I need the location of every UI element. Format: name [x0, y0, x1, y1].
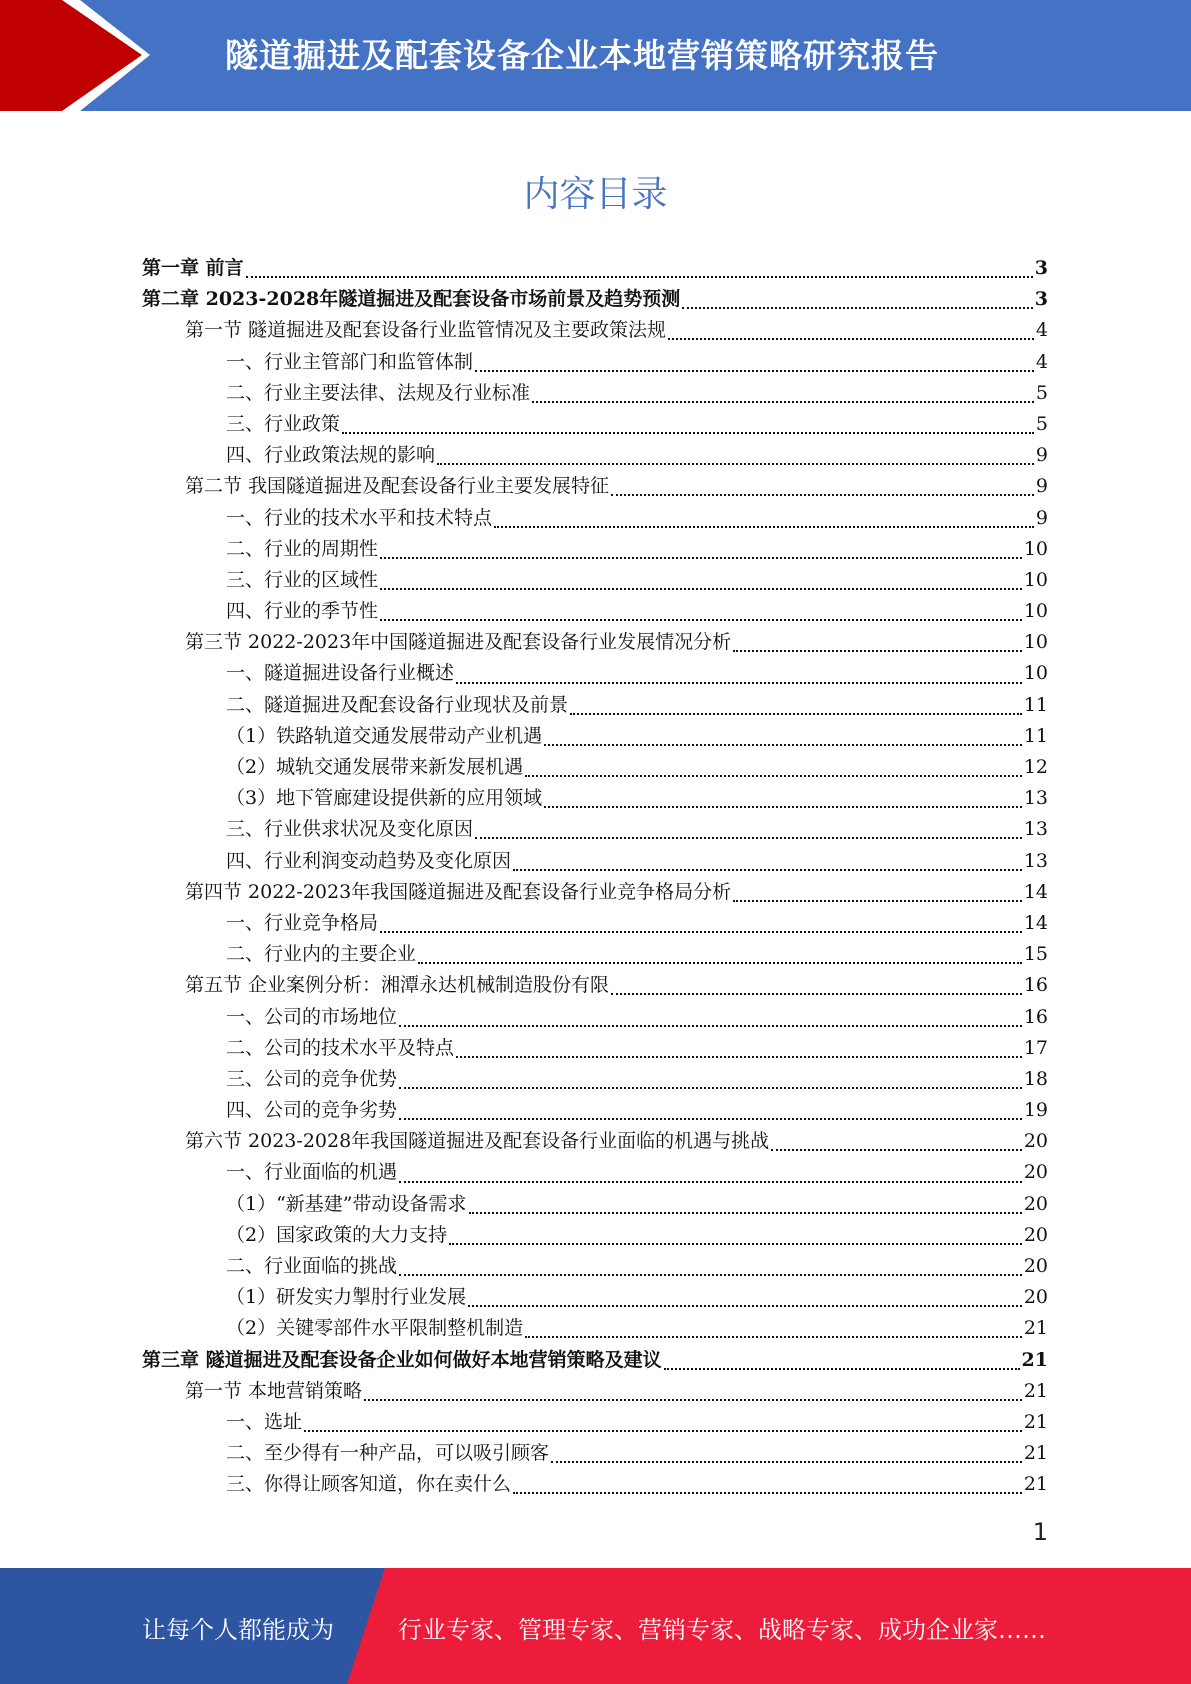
toc-dot-leader: [380, 556, 1022, 559]
toc-entry-label: 一、行业面临的机遇: [226, 1161, 398, 1184]
toc-entry-page: 20: [1023, 1192, 1048, 1215]
toc-entry-label: （1）研发实力掣肘行业发展: [226, 1286, 467, 1309]
toc-entry-label: 三、行业供求状况及变化原因: [226, 818, 474, 841]
toc-dot-leader: [399, 1180, 1022, 1183]
toc-dot-leader: [611, 493, 1034, 496]
toc-dot-leader: [399, 1024, 1022, 1027]
toc-entry[interactable]: [142, 565, 1048, 596]
toc-dot-leader: [437, 462, 1034, 465]
footer-slogan-left: 让每个人都能成为: [142, 1616, 334, 1644]
toc-dot-leader: [380, 587, 1022, 590]
toc-entry-page: 20: [1023, 1130, 1048, 1153]
toc-entry[interactable]: [142, 1407, 1048, 1438]
toc-entry-label: 三、公司的竞争优势: [226, 1067, 398, 1090]
toc-dot-leader: [733, 899, 1022, 902]
toc-dot-leader: [733, 649, 1022, 652]
toc-dot-leader: [570, 712, 1022, 715]
toc-entry[interactable]: [142, 1189, 1048, 1220]
toc-entry-label: （2）城轨交通发展带来新发展机遇: [226, 756, 524, 778]
toc-entry[interactable]: [142, 658, 1048, 689]
header-arrow-icon: [0, 0, 160, 111]
toc-entry-label: 一、行业的技术水平和技术特点: [226, 506, 493, 529]
toc-entry-page: 21: [1023, 1473, 1048, 1496]
toc-entry-label: （3）地下管廊建设提供新的应用领域: [226, 787, 543, 810]
toc-entry-page: 5: [1035, 381, 1048, 404]
toc-entry[interactable]: [142, 1157, 1048, 1188]
toc-entry-label: 二、至少得有一种产品，可以吸引顾客: [226, 1442, 550, 1465]
toc-entry[interactable]: [142, 1002, 1048, 1033]
toc-dot-leader: [364, 1398, 1022, 1401]
toc-entry-label: 二、行业内的主要企业: [226, 943, 417, 966]
toc-entry-label: 四、行业利润变动趋势及变化原因: [226, 849, 512, 872]
toc-entry-page: 20: [1023, 1286, 1048, 1309]
toc-dot-leader: [513, 1491, 1022, 1494]
toc-dot-leader: [449, 1242, 1022, 1245]
toc-dot-leader: [380, 930, 1022, 933]
toc-entry-label: 第三章 隧道掘进及配套设备企业如何做好本地营销策略及建议: [142, 1348, 662, 1371]
table-of-contents: [142, 253, 1048, 1501]
toc-dot-leader: [525, 774, 1022, 777]
toc-dot-leader: [551, 1460, 1022, 1463]
toc-entry-page: 4: [1035, 350, 1048, 373]
toc-entry-label: 四、行业政策法规的影响: [226, 444, 436, 467]
toc-entry-page: 11: [1023, 693, 1048, 716]
toc-entry[interactable]: [142, 877, 1048, 908]
toc-entry[interactable]: [142, 1095, 1048, 1126]
toc-dot-leader: [668, 337, 1034, 340]
toc-dot-leader: [304, 1429, 1022, 1432]
toc-dot-leader: [513, 868, 1022, 871]
toc-dot-leader: [525, 1335, 1022, 1338]
toc-entry-label: 第五节 企业案例分析：湘潭永达机械制造股份有限: [185, 974, 610, 997]
toc-entry-label: （2）国家政策的大力支持: [226, 1223, 448, 1246]
toc-entry-label: 四、行业的季节性: [226, 600, 379, 623]
toc-entry-label: 四、公司的竞争劣势: [226, 1099, 398, 1122]
toc-dot-leader: [682, 306, 1033, 309]
toc-entry-page: 19: [1023, 1099, 1048, 1122]
toc-dot-leader: [399, 1117, 1022, 1120]
toc-entry-label: 一、行业竞争格局: [226, 911, 379, 934]
toc-entry-label: 第三节 2022-2023年中国隧道掘进及配套设备行业发展情况分析: [185, 631, 732, 654]
toc-entry[interactable]: [142, 1438, 1048, 1469]
toc-entry[interactable]: [142, 1313, 1048, 1344]
toc-entry-page: 3: [1034, 257, 1048, 279]
toc-entry-page: 16: [1023, 974, 1048, 997]
toc-dot-leader: [544, 805, 1022, 808]
toc-entry-page: 18: [1023, 1067, 1048, 1090]
toc-entry[interactable]: [142, 1064, 1048, 1095]
toc-dot-leader: [456, 1055, 1022, 1058]
toc-entry-label: （2）关键零部件水平限制整机制造: [226, 1317, 524, 1340]
toc-entry-page: 10: [1023, 568, 1048, 591]
toc-entry-label: 第四节 2022-2023年我国隧道掘进及配套设备行业竞争格局分析: [185, 880, 732, 903]
page-number: 1: [1032, 1518, 1048, 1546]
toc-entry-page: 4: [1035, 319, 1048, 342]
toc-entry-page: 21: [1023, 1442, 1048, 1465]
toc-entry[interactable]: [142, 315, 1048, 346]
toc-entry-page: 21: [1021, 1348, 1048, 1371]
toc-entry[interactable]: [142, 440, 1048, 471]
toc-entry-page: 15: [1023, 943, 1048, 966]
toc-entry-page: 13: [1023, 787, 1048, 810]
toc-entry-page: 9: [1035, 475, 1048, 498]
toc-entry-page: 13: [1023, 818, 1048, 841]
toc-entry-label: 第二节 我国隧道掘进及配套设备行业主要发展特征: [185, 475, 610, 498]
toc-entry-label: 第六节 2023-2028年我国隧道掘进及配套设备行业面临的机遇与挑战: [185, 1130, 770, 1153]
toc-dot-leader: [418, 961, 1022, 964]
toc-entry[interactable]: [142, 347, 1048, 378]
toc-entry-page: 12: [1023, 756, 1048, 778]
toc-dot-leader: [544, 743, 1022, 746]
toc-dot-leader: [246, 275, 1033, 278]
toc-dot-leader: [475, 369, 1034, 372]
toc-dot-leader: [532, 400, 1034, 403]
toc-dot-leader: [494, 525, 1034, 528]
toc-entry-page: 10: [1023, 600, 1048, 623]
toc-dot-leader: [475, 836, 1022, 839]
toc-entry-label: 二、行业主要法律、法规及行业标准: [226, 381, 531, 404]
toc-entry-page: 20: [1023, 1255, 1048, 1277]
toc-dot-leader: [611, 992, 1022, 995]
toc-entry[interactable]: [142, 783, 1048, 814]
toc-entry-page: 10: [1023, 662, 1048, 685]
toc-entry-label: 二、行业面临的挑战: [226, 1255, 398, 1277]
toc-entry-label: 三、行业政策: [226, 412, 341, 435]
toc-entry-page: 16: [1023, 1005, 1048, 1028]
toc-entry[interactable]: [142, 721, 1048, 752]
toc-entry-page: 11: [1023, 724, 1048, 747]
toc-entry-label: 第一节 本地营销策略: [185, 1379, 363, 1402]
toc-entry[interactable]: [142, 970, 1048, 1001]
toc-entry-page: 13: [1023, 849, 1048, 872]
toc-entry-page: 21: [1023, 1410, 1048, 1433]
toc-entry-page: 9: [1035, 444, 1048, 467]
page-footer: [0, 1568, 1191, 1684]
toc-entry-page: 21: [1023, 1317, 1048, 1340]
toc-entry-page: 3: [1034, 288, 1048, 311]
toc-entry-label: 一、选址: [226, 1410, 303, 1433]
footer-slogan-right: 行业专家、管理专家、营销专家、战略专家、成功企业家……: [398, 1616, 1046, 1644]
toc-dot-leader: [771, 1148, 1022, 1151]
toc-entry[interactable]: [142, 284, 1048, 315]
toc-entry[interactable]: [142, 690, 1048, 721]
toc-entry-page: 14: [1023, 880, 1048, 903]
toc-entry-label: 一、行业主管部门和监管体制: [226, 350, 474, 373]
toc-dot-leader: [380, 618, 1022, 621]
toc-entry-page: 20: [1023, 1223, 1048, 1246]
toc-dot-leader: [399, 1086, 1022, 1089]
toc-entry[interactable]: [142, 1282, 1048, 1313]
toc-title: 内容目录: [523, 174, 668, 215]
toc-dot-leader: [342, 431, 1034, 434]
toc-entry-page: 5: [1035, 412, 1048, 435]
toc-entry-label: 二、隧道掘进及配套设备行业现状及前景: [226, 693, 569, 716]
toc-entry[interactable]: [142, 1469, 1048, 1500]
toc-entry-label: 一、隧道掘进设备行业概述: [226, 662, 455, 685]
toc-entry[interactable]: [142, 1376, 1048, 1407]
toc-dot-leader: [469, 1211, 1022, 1214]
page-header: [0, 0, 1191, 111]
toc-entry-label: 二、行业的周期性: [226, 537, 379, 560]
toc-entry[interactable]: [142, 814, 1048, 845]
toc-entry-page: 9: [1035, 506, 1048, 529]
toc-entry[interactable]: [142, 908, 1048, 939]
toc-entry-label: （1）“新基建”带动设备需求: [226, 1192, 467, 1215]
toc-entry-label: 第一节 隧道掘进及配套设备行业监管情况及主要政策法规: [185, 319, 667, 342]
toc-entry-page: 10: [1023, 631, 1048, 654]
toc-entry[interactable]: [142, 627, 1048, 658]
toc-entry[interactable]: [142, 1033, 1048, 1064]
toc-dot-leader: [399, 1273, 1022, 1276]
toc-entry-page: 14: [1023, 911, 1048, 934]
toc-entry-page: 17: [1023, 1036, 1048, 1059]
toc-entry[interactable]: [142, 503, 1048, 534]
toc-entry-page: 21: [1023, 1379, 1048, 1402]
toc-entry[interactable]: [142, 1220, 1048, 1251]
toc-dot-leader: [664, 1367, 1020, 1370]
toc-dot-leader: [468, 1304, 1022, 1307]
toc-entry[interactable]: [142, 1126, 1048, 1157]
toc-entry[interactable]: [142, 1345, 1048, 1376]
toc-entry[interactable]: [142, 1251, 1048, 1282]
toc-dot-leader: [456, 681, 1022, 684]
toc-entry[interactable]: [142, 253, 1048, 284]
toc-entry-page: 10: [1023, 537, 1048, 560]
toc-entry-label: 三、行业的区域性: [226, 568, 379, 591]
header-title: 隧道掘进及配套设备企业本地营销策略研究报告: [225, 36, 939, 75]
toc-entry-label: 一、公司的市场地位: [226, 1005, 398, 1028]
toc-entry[interactable]: [142, 846, 1048, 877]
toc-entry-label: 第二章 2023-2028年隧道掘进及配套设备市场前景及趋势预测: [142, 288, 681, 311]
toc-entry-page: 20: [1023, 1161, 1048, 1184]
toc-entry[interactable]: [142, 939, 1048, 970]
toc-entry[interactable]: [142, 471, 1048, 502]
toc-entry[interactable]: [142, 409, 1048, 440]
toc-entry[interactable]: [142, 596, 1048, 627]
toc-entry-label: （1）铁路轨道交通发展带动产业机遇: [226, 724, 543, 747]
toc-entry-label: 第一章 前言: [142, 257, 244, 279]
toc-entry[interactable]: [142, 752, 1048, 783]
toc-entry-label: 二、公司的技术水平及特点: [226, 1036, 455, 1059]
toc-entry-label: 三、你得让顾客知道，你在卖什么: [226, 1473, 512, 1496]
toc-entry[interactable]: [142, 378, 1048, 409]
toc-entry[interactable]: [142, 534, 1048, 565]
